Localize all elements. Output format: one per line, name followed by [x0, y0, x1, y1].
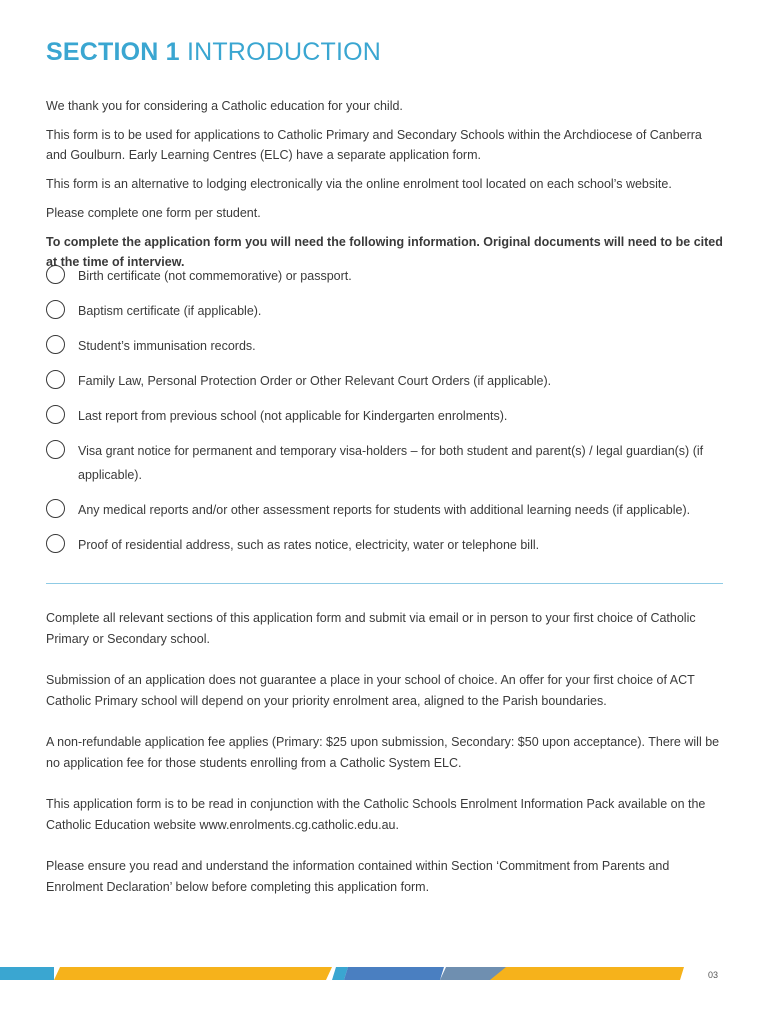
- section-number: SECTION 1: [46, 38, 180, 66]
- checkbox-circle[interactable]: [46, 440, 65, 459]
- intro-paragraph: This form is to be used for applications to Catholic Primary and Secondary Schools within the Archdiocese of Canberra and Goulburn. Early Learning Centres (ELC) have a separate application form.: [46, 128, 702, 162]
- instructions-block: [46, 608, 726, 918]
- checkbox-circle[interactable]: [46, 405, 65, 424]
- instruction-paragraph: This application form is to be read in conjunction with the Catholic Schools Enrolment Information Pack available on the Catholic Education website www.enrolments.cg.catholic.edu.au.: [46, 797, 706, 832]
- checklist-label: Visa grant notice for permanent and temporary visa-holders – for both student and parent(s) / legal guardian(s) (if applicable).: [78, 444, 704, 482]
- section-label: INTRODUCTION: [186, 38, 381, 66]
- checklist-item: [46, 369, 736, 393]
- checklist-item: [46, 334, 736, 358]
- page-number: 03: [708, 970, 719, 980]
- section-divider: [46, 583, 723, 584]
- checkbox-circle[interactable]: [46, 534, 65, 553]
- checkbox-circle[interactable]: [46, 265, 65, 284]
- section-title: [46, 38, 381, 67]
- instruction-paragraph: Submission of an application does not guarantee a place in your school of choice. An offer for your first choice of ACT Catholic Primary school will depend on your priority enrolment area, aligned to the Parish boundaries.: [46, 673, 695, 708]
- document-checklist: [46, 264, 736, 568]
- checklist-item: [46, 264, 736, 288]
- instruction-paragraph: Please ensure you read and understand the information contained within Section ‘Commitment from Parents and Enrolment Declaration’ below before completing this application form.: [46, 859, 670, 894]
- checklist-label: Student’s immunisation records.: [78, 339, 256, 353]
- intro-paragraph: Please complete one form per student.: [46, 206, 261, 220]
- instruction-paragraph: A non-refundable application fee applies (Primary: $25 upon submission, Secondary: $50 upon acceptance). There will be no application fee for those students enrolling from a Catholic System ELC.: [46, 735, 720, 770]
- checklist-item: [46, 299, 736, 323]
- checklist-label: Proof of residential address, such as rates notice, electricity, water or telephone bill.: [78, 538, 540, 552]
- checklist-item: [46, 498, 736, 522]
- intro-paragraph: This form is an alternative to lodging electronically via the online enrolment tool located on each school’s website.: [46, 177, 672, 191]
- required-info-note: To complete the application form you will need the following information. Original documents will need to be cited at the time of interview.: [46, 235, 723, 269]
- checkbox-circle[interactable]: [46, 370, 65, 389]
- checkbox-circle[interactable]: [46, 335, 65, 354]
- checkbox-circle[interactable]: [46, 300, 65, 319]
- checklist-label: Last report from previous school (not applicable for Kindergarten enrolments).: [78, 409, 508, 423]
- checkbox-circle[interactable]: [46, 499, 65, 518]
- checklist-item: [46, 533, 736, 557]
- instruction-paragraph: Complete all relevant sections of this application form and submit via email or in person to your first choice of Catholic Primary or Secondary school.: [46, 611, 696, 646]
- intro-block: [46, 96, 726, 281]
- intro-paragraph: We thank you for considering a Catholic education for your child.: [46, 99, 403, 113]
- checklist-item: [46, 404, 736, 428]
- checklist-item: [46, 439, 736, 487]
- checklist-label: Birth certificate (not commemorative) or passport.: [78, 269, 352, 283]
- footer-color-bar: [0, 967, 684, 980]
- checklist-label: Baptism certificate (if applicable).: [78, 304, 262, 318]
- checklist-label: Family Law, Personal Protection Order or Other Relevant Court Orders (if applicable).: [78, 374, 552, 388]
- checklist-label: Any medical reports and/or other assessment reports for students with additional learning needs (if applicable).: [78, 503, 691, 517]
- footer-bar-graphic: [0, 967, 684, 980]
